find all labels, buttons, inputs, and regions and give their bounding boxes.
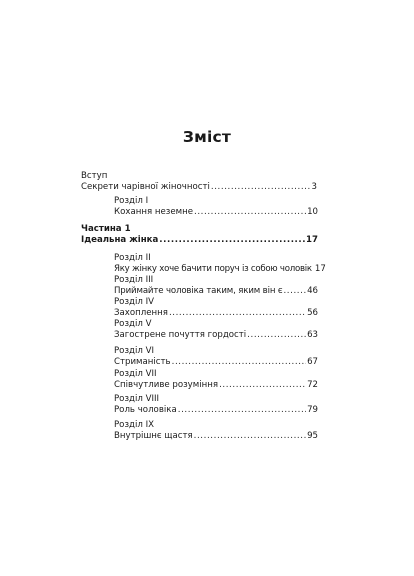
toc-entry-label: Розділ I	[114, 196, 149, 206]
toc-entry-page: 56	[307, 308, 318, 318]
toc-entry-line	[114, 206, 318, 218]
leader-dots	[219, 379, 306, 391]
toc-entry-line	[114, 356, 318, 368]
toc-entry-chapter-2	[0, 252, 414, 276]
toc-entry-page: 17	[314, 264, 326, 274]
toc-entry-title: Роль чоловіка	[114, 405, 177, 415]
toc-entry-page: 3	[311, 182, 317, 192]
toc-entry-page: 95	[307, 431, 318, 441]
toc-entry-label: Розділ IV	[114, 297, 154, 307]
toc-entry-chapter-6	[0, 345, 414, 369]
toc-entry-title: Стриманість	[114, 357, 171, 367]
toc-entry-line	[114, 329, 318, 341]
toc-entry-chapter-8	[0, 393, 414, 417]
toc-entry-line	[81, 181, 317, 193]
toc-entry-title: Співчутливе розуміння	[114, 380, 219, 390]
toc-entry-label: Розділ VIII	[114, 394, 160, 404]
toc-entry-title: Кохання неземне	[114, 207, 194, 217]
leader-dots	[194, 206, 306, 218]
toc-entry-title: Загострене почуття гордості	[114, 330, 247, 340]
toc-entry-page: 46	[307, 286, 318, 296]
toc-entry-label: Розділ VII	[114, 369, 157, 379]
leader-dots	[178, 404, 306, 416]
toc-entry-page: 17	[306, 235, 318, 245]
leader-dots	[194, 430, 306, 442]
toc-entry-part-1	[0, 223, 414, 247]
leader-dots	[247, 329, 306, 341]
toc-entry-page: 10	[307, 207, 318, 217]
toc-entry-label: Розділ IX	[114, 420, 154, 430]
page-title: Зміст	[182, 128, 232, 146]
toc-entry-title: Внутрішнє щастя	[114, 431, 193, 441]
leader-dots	[211, 181, 311, 193]
toc-entry-label: Вступ	[81, 171, 108, 181]
toc-entry-title: Приймайте чоловіка таким, яким він є	[114, 286, 283, 296]
toc-entry-title: Яку жінку хоче бачити поруч із собою чоловік	[114, 264, 312, 274]
toc-entry-chapter-1	[0, 195, 414, 219]
toc-entry-page: 63	[307, 330, 318, 340]
toc-entry-label: Розділ II	[114, 253, 151, 263]
leader-dots	[172, 356, 306, 368]
toc-entry-label: Розділ III	[114, 275, 154, 285]
toc-entry-label: Частина 1	[81, 224, 131, 234]
leader-dots	[159, 234, 305, 246]
toc-entry-line	[81, 234, 318, 246]
toc-entry-line	[114, 430, 318, 442]
toc-entry-chapter-9	[0, 419, 414, 443]
toc-entry-chapter-3	[0, 274, 414, 298]
toc-entry-chapter-5	[0, 318, 414, 342]
toc-entry-chapter-4	[0, 296, 414, 320]
toc-entry-title: Ідеальна жінка	[81, 235, 159, 245]
toc-entry-line	[114, 379, 318, 391]
toc-entry-page: 72	[307, 380, 318, 390]
toc-entry-title: Захоплення	[114, 308, 168, 318]
toc-entry-label: Розділ VI	[114, 346, 154, 356]
toc-entry-page: 67	[307, 357, 318, 367]
toc-entry-title: Секрети чарівної жіночності	[81, 182, 210, 192]
toc-entry-chapter-7	[0, 368, 414, 392]
toc-entry-page: 79	[307, 405, 318, 415]
toc-entry-line	[114, 404, 318, 416]
toc-entry-label: Розділ V	[114, 319, 152, 329]
toc-entry-intro	[0, 170, 414, 194]
